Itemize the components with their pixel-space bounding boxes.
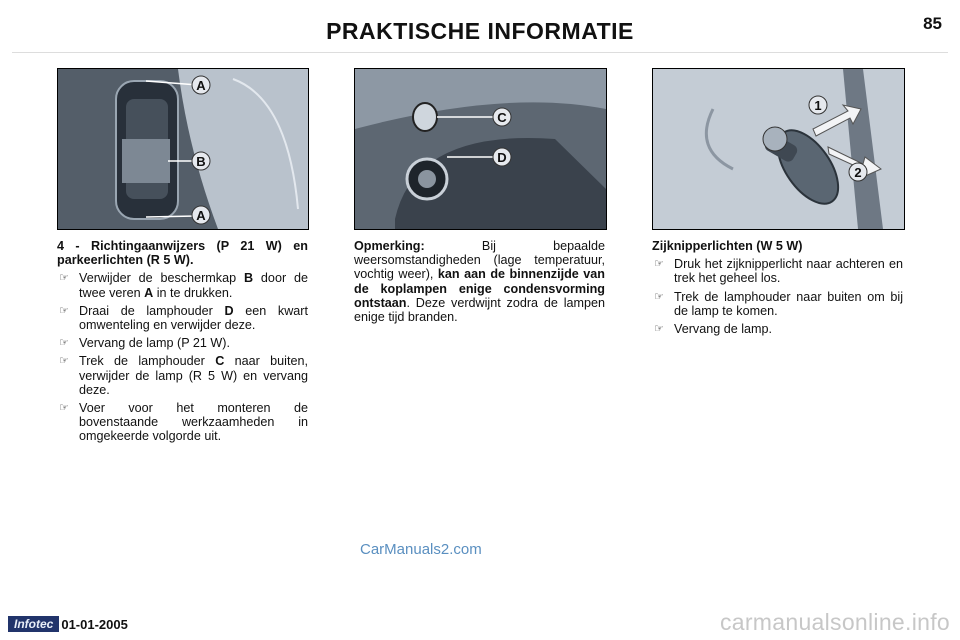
site-watermark: carmanualsonline.info bbox=[719, 609, 950, 635]
figure-label-2: 2 bbox=[854, 165, 862, 180]
instruction-item: ☞ Vervang de lamp (P 21 W). bbox=[59, 336, 230, 351]
footer-date: 01-01-2005 bbox=[61, 616, 128, 632]
pointing-hand-icon: ☞ bbox=[59, 355, 69, 368]
instruction-item: ☞ Trek de lamphouder C naar buiten, verwijder de lamp (R 5 W) en vervang deze. bbox=[59, 354, 308, 397]
pointing-hand-icon: ☞ bbox=[654, 258, 664, 271]
figure-side-indicator bbox=[652, 68, 905, 230]
figure-label-1: 1 bbox=[814, 98, 822, 113]
watermark-link[interactable]: CarManuals2.com bbox=[360, 541, 482, 558]
headlamp-illustration bbox=[355, 69, 606, 229]
figure-headlamp-rear bbox=[354, 68, 607, 230]
column-remark bbox=[354, 239, 605, 328]
instruction-item: ☞ Verwijder de beschermkap B door de twee veren A in te drukken. bbox=[59, 271, 308, 300]
side-indicator-illustration bbox=[653, 69, 904, 229]
column-side-indicators bbox=[652, 239, 903, 340]
page-number: 85 bbox=[923, 14, 942, 33]
footer bbox=[8, 616, 128, 632]
instruction-item: ☞ Trek de lamphouder naar buiten om bij de lamp te komen. bbox=[654, 289, 903, 318]
remark-paragraph: Opmerking: Bij bepaalde weersomstandigheden (lage temperatuur, vochtig weer), kan aan de binnenzijde van de koplampen enige condensvorming ontstaan. Deze verdwijnt zodra de lampen enige tijd branden. bbox=[354, 239, 605, 325]
rear-light-illustration bbox=[58, 69, 308, 229]
figure-label-c: C bbox=[497, 110, 507, 125]
figure-label-b: B bbox=[196, 154, 206, 169]
figure-label-a-top: A bbox=[196, 78, 206, 93]
header-divider bbox=[12, 52, 948, 53]
figure-label-a-bottom: A bbox=[196, 208, 206, 223]
pointing-hand-icon: ☞ bbox=[654, 323, 664, 336]
pointing-hand-icon: ☞ bbox=[59, 402, 69, 415]
section-heading-turn-signals: 4 - Richtingaanwijzers (P 21 W) en parkeerlichten (R 5 W). bbox=[57, 239, 308, 268]
instruction-item: ☞ Druk het zijknipperlicht naar achteren en trek het geheel los. bbox=[654, 257, 903, 286]
instruction-item: ☞ Vervang de lamp. bbox=[654, 322, 773, 337]
figure-label-d: D bbox=[497, 150, 507, 165]
figure-rear-light-unit bbox=[57, 68, 309, 230]
instruction-item: ☞ Voer voor het monteren de bovenstaande werkzaamheden in omgekeerde volgorde uit. bbox=[59, 401, 308, 444]
section-heading-side-indicators: Zijknipperlichten (W 5 W) bbox=[652, 239, 803, 253]
pointing-hand-icon: ☞ bbox=[654, 290, 664, 303]
column-turn-signals bbox=[57, 239, 308, 448]
instruction-item: ☞ Draai de lamphouder D een kwart omwenteling en verwijder deze. bbox=[59, 303, 308, 333]
pointing-hand-icon: ☞ bbox=[59, 272, 69, 285]
page-title: PRAKTISCHE INFORMATIE bbox=[326, 18, 634, 44]
infotec-logo: Infotec bbox=[8, 616, 59, 632]
pointing-hand-icon: ☞ bbox=[59, 304, 69, 317]
pointing-hand-icon: ☞ bbox=[59, 337, 69, 350]
